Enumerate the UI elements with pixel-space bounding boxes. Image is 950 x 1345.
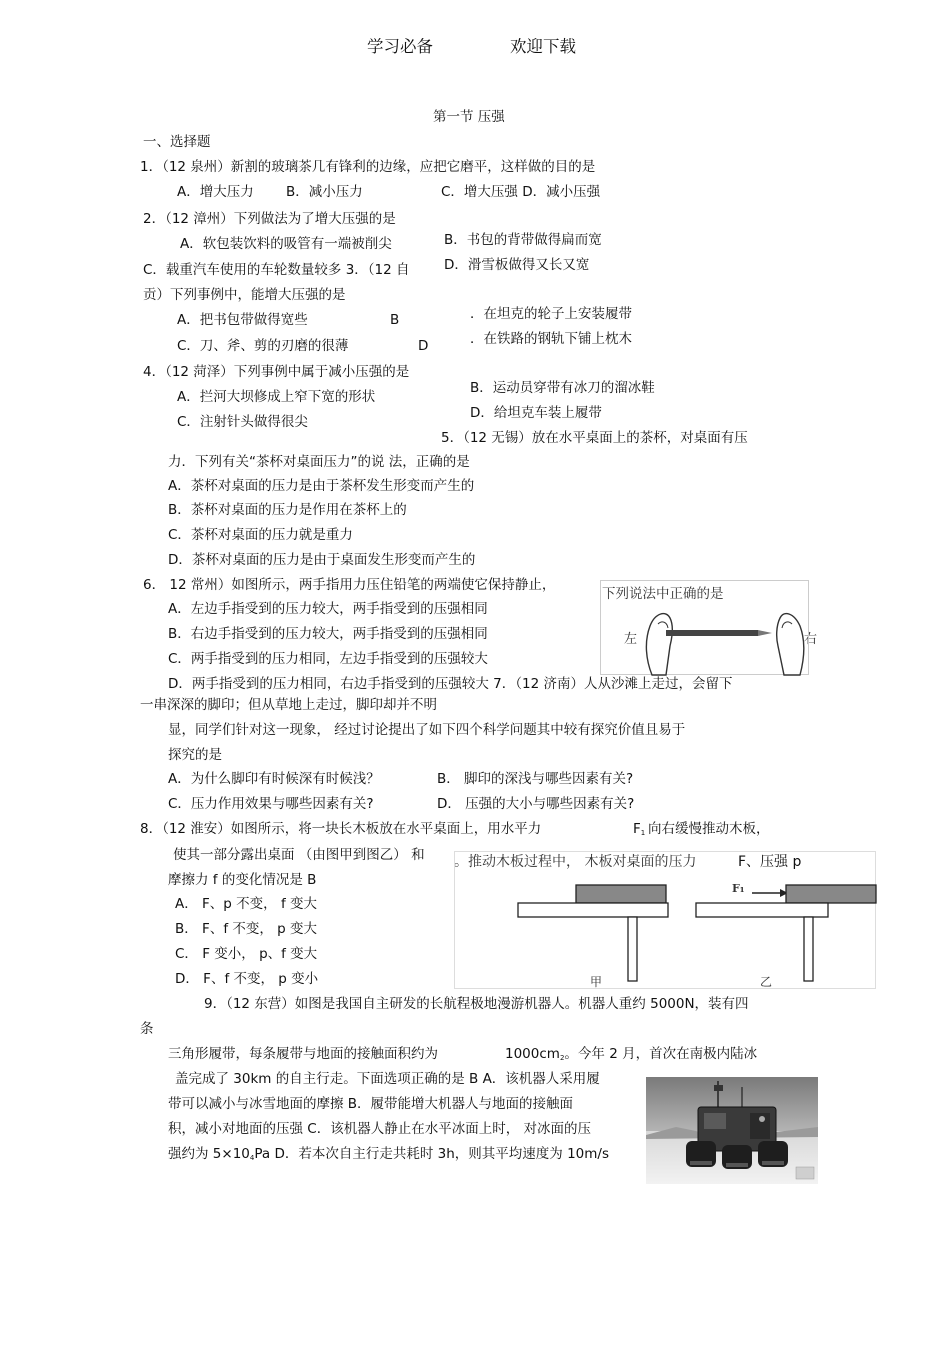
q9-stem-cont1a: 三角形履带，每条履带与地面的接触面积约为: [168, 1046, 438, 1062]
q8-force-subscript: 1: [640, 829, 646, 837]
q4-option-b: B．运动员穿带有冰刀的溜冰鞋: [470, 380, 655, 396]
q8-force-symbol: [633, 820, 645, 842]
q1-option-cd: C．增大压强 D．减小压强: [441, 184, 601, 200]
q8-stem-cont2: 摩擦力 f 的变化情况是 B: [168, 872, 317, 888]
q4-option-d: D．给坦克车装上履带: [470, 405, 602, 421]
q9-pressure-exponent: 4: [249, 1154, 255, 1162]
q3-option-c: C．刀、斧、剪的刃磨的很薄: [177, 338, 349, 354]
section-heading: 一、选择题: [143, 134, 211, 150]
q9-stem-cont5b: Pa D．若本次自主行走共耗时 3h，则其平均速度为 10m/s: [254, 1146, 609, 1162]
q5-option-c: C．茶杯对桌面的压力就是重力: [168, 527, 353, 543]
q9-stem-cont3: 带可以减小与冰雪地面的摩擦 B．履带能增大机器人与地面的接触面: [168, 1096, 574, 1112]
q2-option-a: A．软包装饮料的吸管有一端被削尖: [180, 236, 392, 252]
q5-option-d: D．茶杯对桌面的压力是由于桌面发生形变而产生的: [168, 552, 476, 568]
pencil-fingers-illustration: [600, 580, 810, 675]
q9-stem: 9．（12 东营）如图是我国自主研发的长航程极地漫游机器人。机器人重约 5000N，装有四: [204, 996, 749, 1012]
q3-stem: 贡）下列事例中，能增大压强的是: [143, 287, 346, 303]
q8-stem-cont1: 使其一部分露出桌面 （由图甲到图乙） 和: [173, 847, 425, 863]
q6-option-a: A．左边手指受到的压力较大，两手指受到的压强相同: [168, 601, 488, 617]
q6-figure-label-left: 左: [624, 632, 638, 647]
q1-stem: 1．（12 泉州）新割的玻璃茶几有锋利的边缘，应把它磨平，这样做的目的是: [140, 159, 596, 175]
q5-option-b: B．茶杯对桌面的压力是作用在茶杯上的: [168, 502, 407, 518]
q6-option-c: C．两手指受到的压力相同，左边手指受到的压强较大: [168, 651, 488, 667]
q3-option-b-letter: B: [390, 312, 400, 328]
polar-robot-illustration: [646, 1077, 818, 1184]
q9-stem-cont2: 盖完成了 30km 的自主行走。下面选项正确的是 B A．该机器人采用履: [175, 1071, 600, 1087]
q6-option-b: B．右边手指受到的压力较大，两手指受到的压强相同: [168, 626, 488, 642]
q8-figure-caption-2: F、压强 p: [738, 854, 802, 870]
q3-option-d-letter: D: [418, 338, 429, 354]
q8-figure-label-f1: F₁: [732, 882, 745, 895]
q2-stem: 2．（12 漳州）下列做法为了增大压强的是: [143, 211, 396, 227]
q1-option-b: B．减小压力: [286, 184, 363, 200]
q4-option-c: C．注射针头做得很尖: [177, 414, 308, 430]
q3-option-d: ．在铁路的钢轨下铺上枕木: [470, 331, 632, 347]
q9-pressure-value: 强约为 5×10: [168, 1146, 250, 1162]
q8-option-c: C． F 变小， p、f 变大: [175, 946, 318, 962]
q3-option-b: ．在坦克的轮子上安装履带: [470, 306, 632, 322]
q2-option-b: B．书包的背带做得扁而宽: [444, 232, 602, 248]
q5-stem: 5．（12 无锡）放在水平桌面上的茶杯，对桌面有压: [441, 430, 748, 446]
q9-stem-cont0: 条: [140, 1021, 154, 1037]
q6-figure-caption: 下列说法中正确的是: [602, 586, 724, 602]
q6-figure-pencil: [600, 580, 818, 675]
q9-stem-cont1c: 。今年 2 月，首次在南极内陆冰: [564, 1046, 758, 1062]
q4-option-a: A．拦河大坝修成上窄下宽的形状: [177, 389, 376, 405]
q9-figure-robot-photo: [646, 1077, 818, 1184]
header-right: 欢迎下载: [510, 37, 576, 56]
q8-force-letter: F: [633, 821, 641, 837]
q8-option-a: A． F、p 不变， f 变大: [175, 896, 317, 912]
q4-stem: 4．（12 菏泽）下列事例中属于减小压强的是: [143, 364, 410, 380]
q8-figure-caption: 。推动木板过程中， 木板对桌面的压力: [454, 854, 697, 870]
q8-figure-label-yi: 乙: [760, 975, 773, 989]
q8-figure-label-jia: 甲: [590, 975, 603, 989]
q1-option-a: A．增大压力: [177, 184, 254, 200]
q7-option-b: B． 脚印的深浅与哪些因素有关?: [437, 771, 634, 787]
q9-area-value: 1000cm: [505, 1046, 560, 1062]
q8-option-b: B． F、f 不变， p 变大: [175, 921, 318, 937]
q8-stem-end: 向右缓慢推动木板，: [648, 821, 770, 837]
q7-option-d: D． 压强的大小与哪些因素有关?: [437, 796, 635, 812]
q2-option-c: C．载重汽车使用的车轮数量较多 3．（12 自: [143, 262, 410, 278]
q7-stem-cont2: 显，同学们针对这一现象， 经过讨论提出了如下四个科学问题其中较有探究价值且易于: [168, 722, 686, 738]
q9-stem-cont4: 积，减小对地面的压强 C．该机器人静止在水平冰面上时， 对冰面的压: [168, 1121, 592, 1137]
q7-stem-cont1: 一串深深的脚印；但从草地上走过，脚印却并不明: [140, 697, 437, 713]
q5-stem-cont: 力．下列有关“茶杯对桌面压力”的说 法，正确的是: [168, 454, 470, 470]
page-title: 第一节 压强: [433, 109, 505, 125]
q3-option-a: A．把书包带做得宽些: [177, 312, 308, 328]
header-left: 学习必备: [367, 37, 433, 56]
q6-figure-label-right: 右: [804, 632, 818, 647]
q8-option-d: D． F、f 不变， p 变小: [175, 971, 319, 987]
board-on-table-illustration: [454, 851, 876, 989]
q9-stem-cont5: [168, 1145, 609, 1167]
q8-stem: 8．（12 淮安）如图所示，将一块长木板放在水平桌面上，用水平力: [140, 821, 542, 837]
q5-option-a: A．茶杯对桌面的压力是由于茶杯发生形变而产生的: [168, 478, 475, 494]
q2-option-d: D．滑雪板做得又长又宽: [444, 257, 590, 273]
q8-figure-board: [454, 851, 876, 989]
q6-option-d: D．两手指受到的压力相同，右边手指受到的压强较大 7．（12 济南）人从沙滩上走过，会留下: [168, 676, 733, 692]
q9-area-unit-exponent: 2: [559, 1054, 565, 1062]
q9-stem-cont1b: [505, 1045, 757, 1067]
q7-option-a: A．为什么脚印有时候深有时候浅？: [168, 771, 380, 787]
q6-stem: 6． 12 常州）如图所示，两手指用力压住铅笔的两端使它保持静止，: [143, 577, 556, 593]
q7-option-c: C．压力作用效果与哪些因素有关?: [168, 796, 374, 812]
q7-stem-cont3: 探究的是: [168, 747, 222, 763]
